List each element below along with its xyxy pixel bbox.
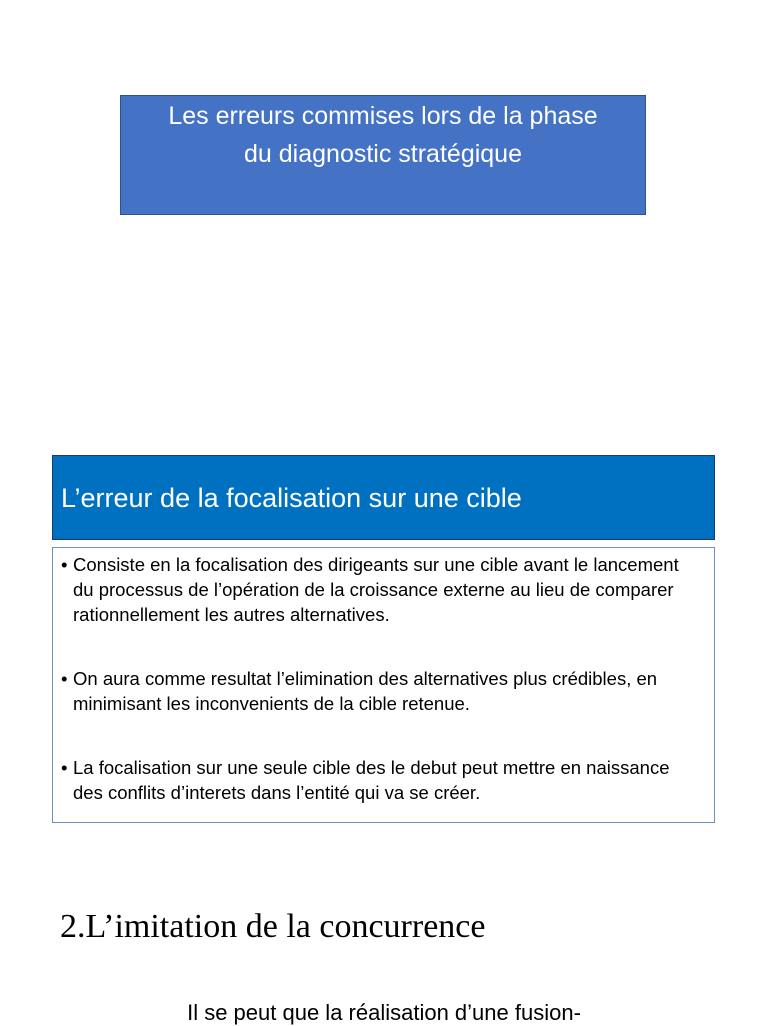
bullets-box <box>52 547 715 823</box>
bullet-text: Consiste en la focalisation des dirigeants sur une cible avant le lancement du processus de l’opération de la croissance externe au lieu de comparer rationnellement les autres alternatives. <box>73 554 679 625</box>
bullet-icon: • <box>61 757 68 778</box>
bullet-icon: • <box>61 554 68 575</box>
title-line-2: du diagnostic stratégique <box>244 140 522 168</box>
section-heading-2: 2.L’imitation de la concurrence <box>60 908 486 945</box>
bullet-text: La focalisation sur une seule cible des le debut peut mettre en naissance des conflits d’interets dans l’entité qui va se créer. <box>73 757 670 803</box>
bullet-item <box>61 552 702 627</box>
bullet-icon: • <box>61 668 68 689</box>
bullet-item <box>61 666 702 716</box>
title-box <box>120 95 646 215</box>
section-header: L’erreur de la focalisation sur une cible <box>52 455 715 540</box>
bullet-text: On aura comme resultat l’elimination des alternatives plus crédibles, en minimisant les inconvenients de la cible retenue. <box>73 668 658 714</box>
body-paragraph: Il se peut que la réalisation d’une fusion- <box>187 1000 581 1025</box>
title-line-1: Les erreurs commises lors de la phase <box>168 102 598 130</box>
bullet-item <box>61 755 702 805</box>
